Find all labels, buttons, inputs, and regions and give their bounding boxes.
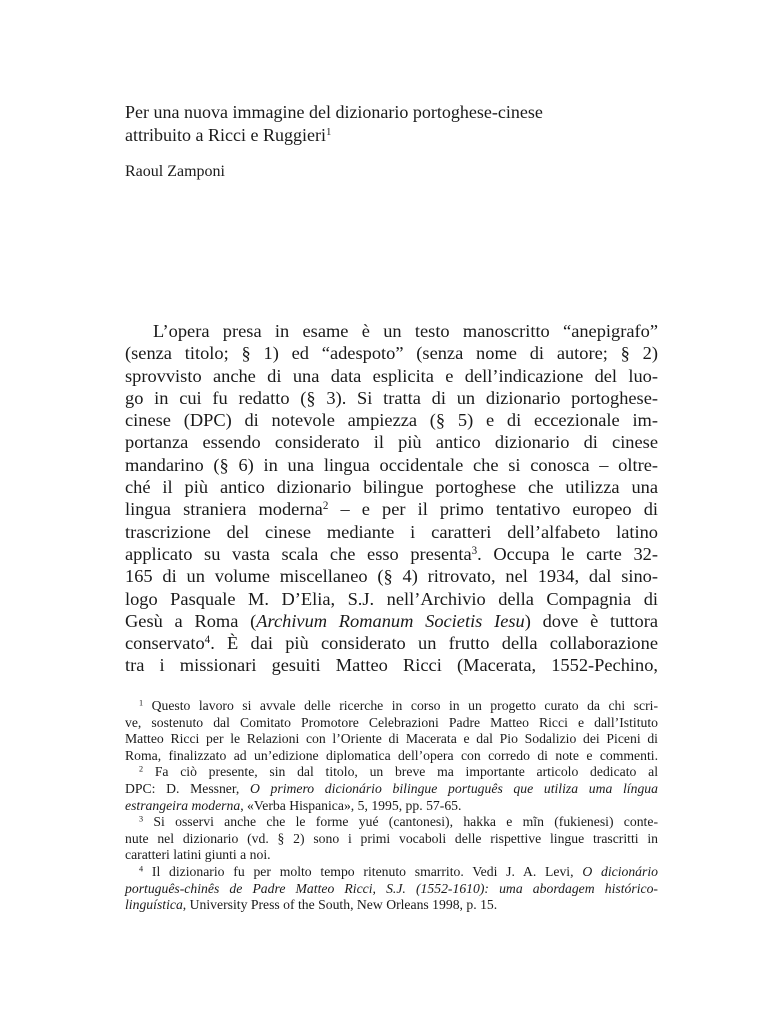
footnote-line: nute nel dizionario (vd. § 2) sono i primi vocaboli delle rispettive lingue trascritti in <box>125 830 658 846</box>
footnote-ref-3: 3 <box>471 544 478 557</box>
footnote-line: Matteo Ricci per le Relazioni con l’Oriente di Macerata e dal Pio Sodalizio dei Piceni di <box>125 731 658 747</box>
body-text: ) dove è tuttora <box>524 610 658 631</box>
footnote-ref-4: 4 <box>204 634 211 647</box>
footnote-line <box>125 781 658 798</box>
footnote-text: Fa ciò presente, sin dal titolo, un breve ma importante articolo dedicato al <box>143 764 658 780</box>
body-text: lingua straniera moderna <box>125 499 323 520</box>
footnote-4 <box>125 864 658 881</box>
footnote-italic: português-chinês de Padre Matteo Ricci, S.J. (1552-1610): uma abordagem histórico- <box>125 880 658 896</box>
footnote-number: 1 <box>139 698 144 708</box>
body-line: cinese (DPC) di notevole ampiezza (§ 5) e di eccezionale im- <box>125 410 658 431</box>
body-paragraph <box>125 320 658 677</box>
title-footnote-mark: 1 <box>325 126 332 139</box>
footnote-line: Roma, finalizzato ad un’edizione diplomatica dell’opera con corredo di note e commenti. <box>125 747 658 763</box>
footnote-text: Questo lavoro si avvale delle ricerche in corso in un progetto curato da chi scri- <box>143 698 658 713</box>
body-line: (senza titolo; § 1) ed “adespoto” (senza nome di autore; § 2) <box>125 343 658 364</box>
footnote-3 <box>125 814 658 831</box>
body-line: tra i missionari gesuiti Matteo Ricci (Macerata, 1552-Pechino, <box>125 655 658 676</box>
body-line <box>125 632 658 654</box>
footnote-number: 2 <box>139 764 144 774</box>
body-text: – e per il primo tentativo europeo di <box>328 499 659 520</box>
footnote-italic: estrangeira moderna <box>125 797 241 813</box>
author-name: Raoul Zamponi <box>125 163 225 180</box>
body-text: applicato su vasta scala che esso presenta <box>125 543 472 564</box>
footnote-line: ve, sostenuto dal Comitato Promotore Celebrazioni Padre Matteo Ricci e dall’Istituto <box>125 714 658 730</box>
title-line-1: Per una nuova immagine del dizionario portoghese-cinese <box>125 102 543 122</box>
body-text: . È dai più considerato un frutto della collaborazione <box>210 633 658 654</box>
footnotes <box>125 698 658 914</box>
body-line <box>125 498 658 520</box>
body-line <box>125 610 658 632</box>
footnote-line <box>125 798 658 815</box>
footnote-text: DPC: D. Messner, <box>125 780 250 796</box>
footnote-number: 3 <box>139 814 144 824</box>
footnote-ref-2: 2 <box>322 500 329 513</box>
footnote-text: Si osservi anche che le forme yué (cantonesi), hakka e mĩn (fukienesi) conte- <box>143 814 658 830</box>
footnote-italic: O primero dicionário bilingue português que utiliza uma língua <box>249 780 658 796</box>
footnote-italic: linguística <box>125 897 183 913</box>
body-line: trascrizione del cinese mediante i caratteri dell’alfabeto latino <box>125 521 658 542</box>
footnote-line: caratteri latini giunti a noi. <box>125 847 271 863</box>
footnote-text: , «Verba Hispanica», 5, 1995, pp. 57-65. <box>240 797 462 813</box>
footnote-2 <box>125 764 658 781</box>
title-line-2 <box>125 124 685 147</box>
body-line: ché il più antico dizionario bilingue portoghese che utilizza una <box>125 477 658 498</box>
footnote-text: , University Press of the South, New Orleans 1998, p. 15. <box>182 897 498 913</box>
footnote-line <box>125 897 658 914</box>
body-line: mandarino (§ 6) in una lingua occidentale che si conosca – oltre- <box>125 454 658 475</box>
body-line: logo Pasquale M. D’Elia, S.J. nell’Archivio della Compagnia di <box>125 588 658 609</box>
footnote-text: Il dizionario fu per molto tempo ritenuto smarrito. Vedi J. A. Levi, <box>143 863 583 879</box>
footnote-line <box>125 881 658 898</box>
footnote-number: 4 <box>139 864 144 874</box>
body-line: sprovvisto anche di una data esplicita e dell’indicazione del luo- <box>125 365 658 386</box>
body-line: go in cui fu redatto (§ 3). Si tratta di un dizionario portoghese- <box>125 387 658 408</box>
body-line <box>125 543 658 565</box>
body-text: Gesù a Roma ( <box>125 610 257 631</box>
article-title <box>125 101 685 147</box>
footnote-italic: O dicionário <box>582 863 658 879</box>
footnote-1 <box>125 698 658 715</box>
title-line-2-text: attribuito a Ricci e Ruggieri <box>125 125 326 145</box>
body-line: 165 di un volume miscellaneo (§ 4) ritrovato, nel 1934, dal sino- <box>125 566 658 587</box>
body-line: portanza essendo considerato il più antico dizionario di cinese <box>125 432 658 453</box>
body-line: L’opera presa in esame è un testo manoscritto “anepigrafo” <box>153 321 658 341</box>
body-text: . Occupa le carte 32- <box>477 543 658 564</box>
archive-name-italic: Archivum Romanum Societis Iesu <box>256 610 525 631</box>
body-text: conservato <box>125 633 205 654</box>
